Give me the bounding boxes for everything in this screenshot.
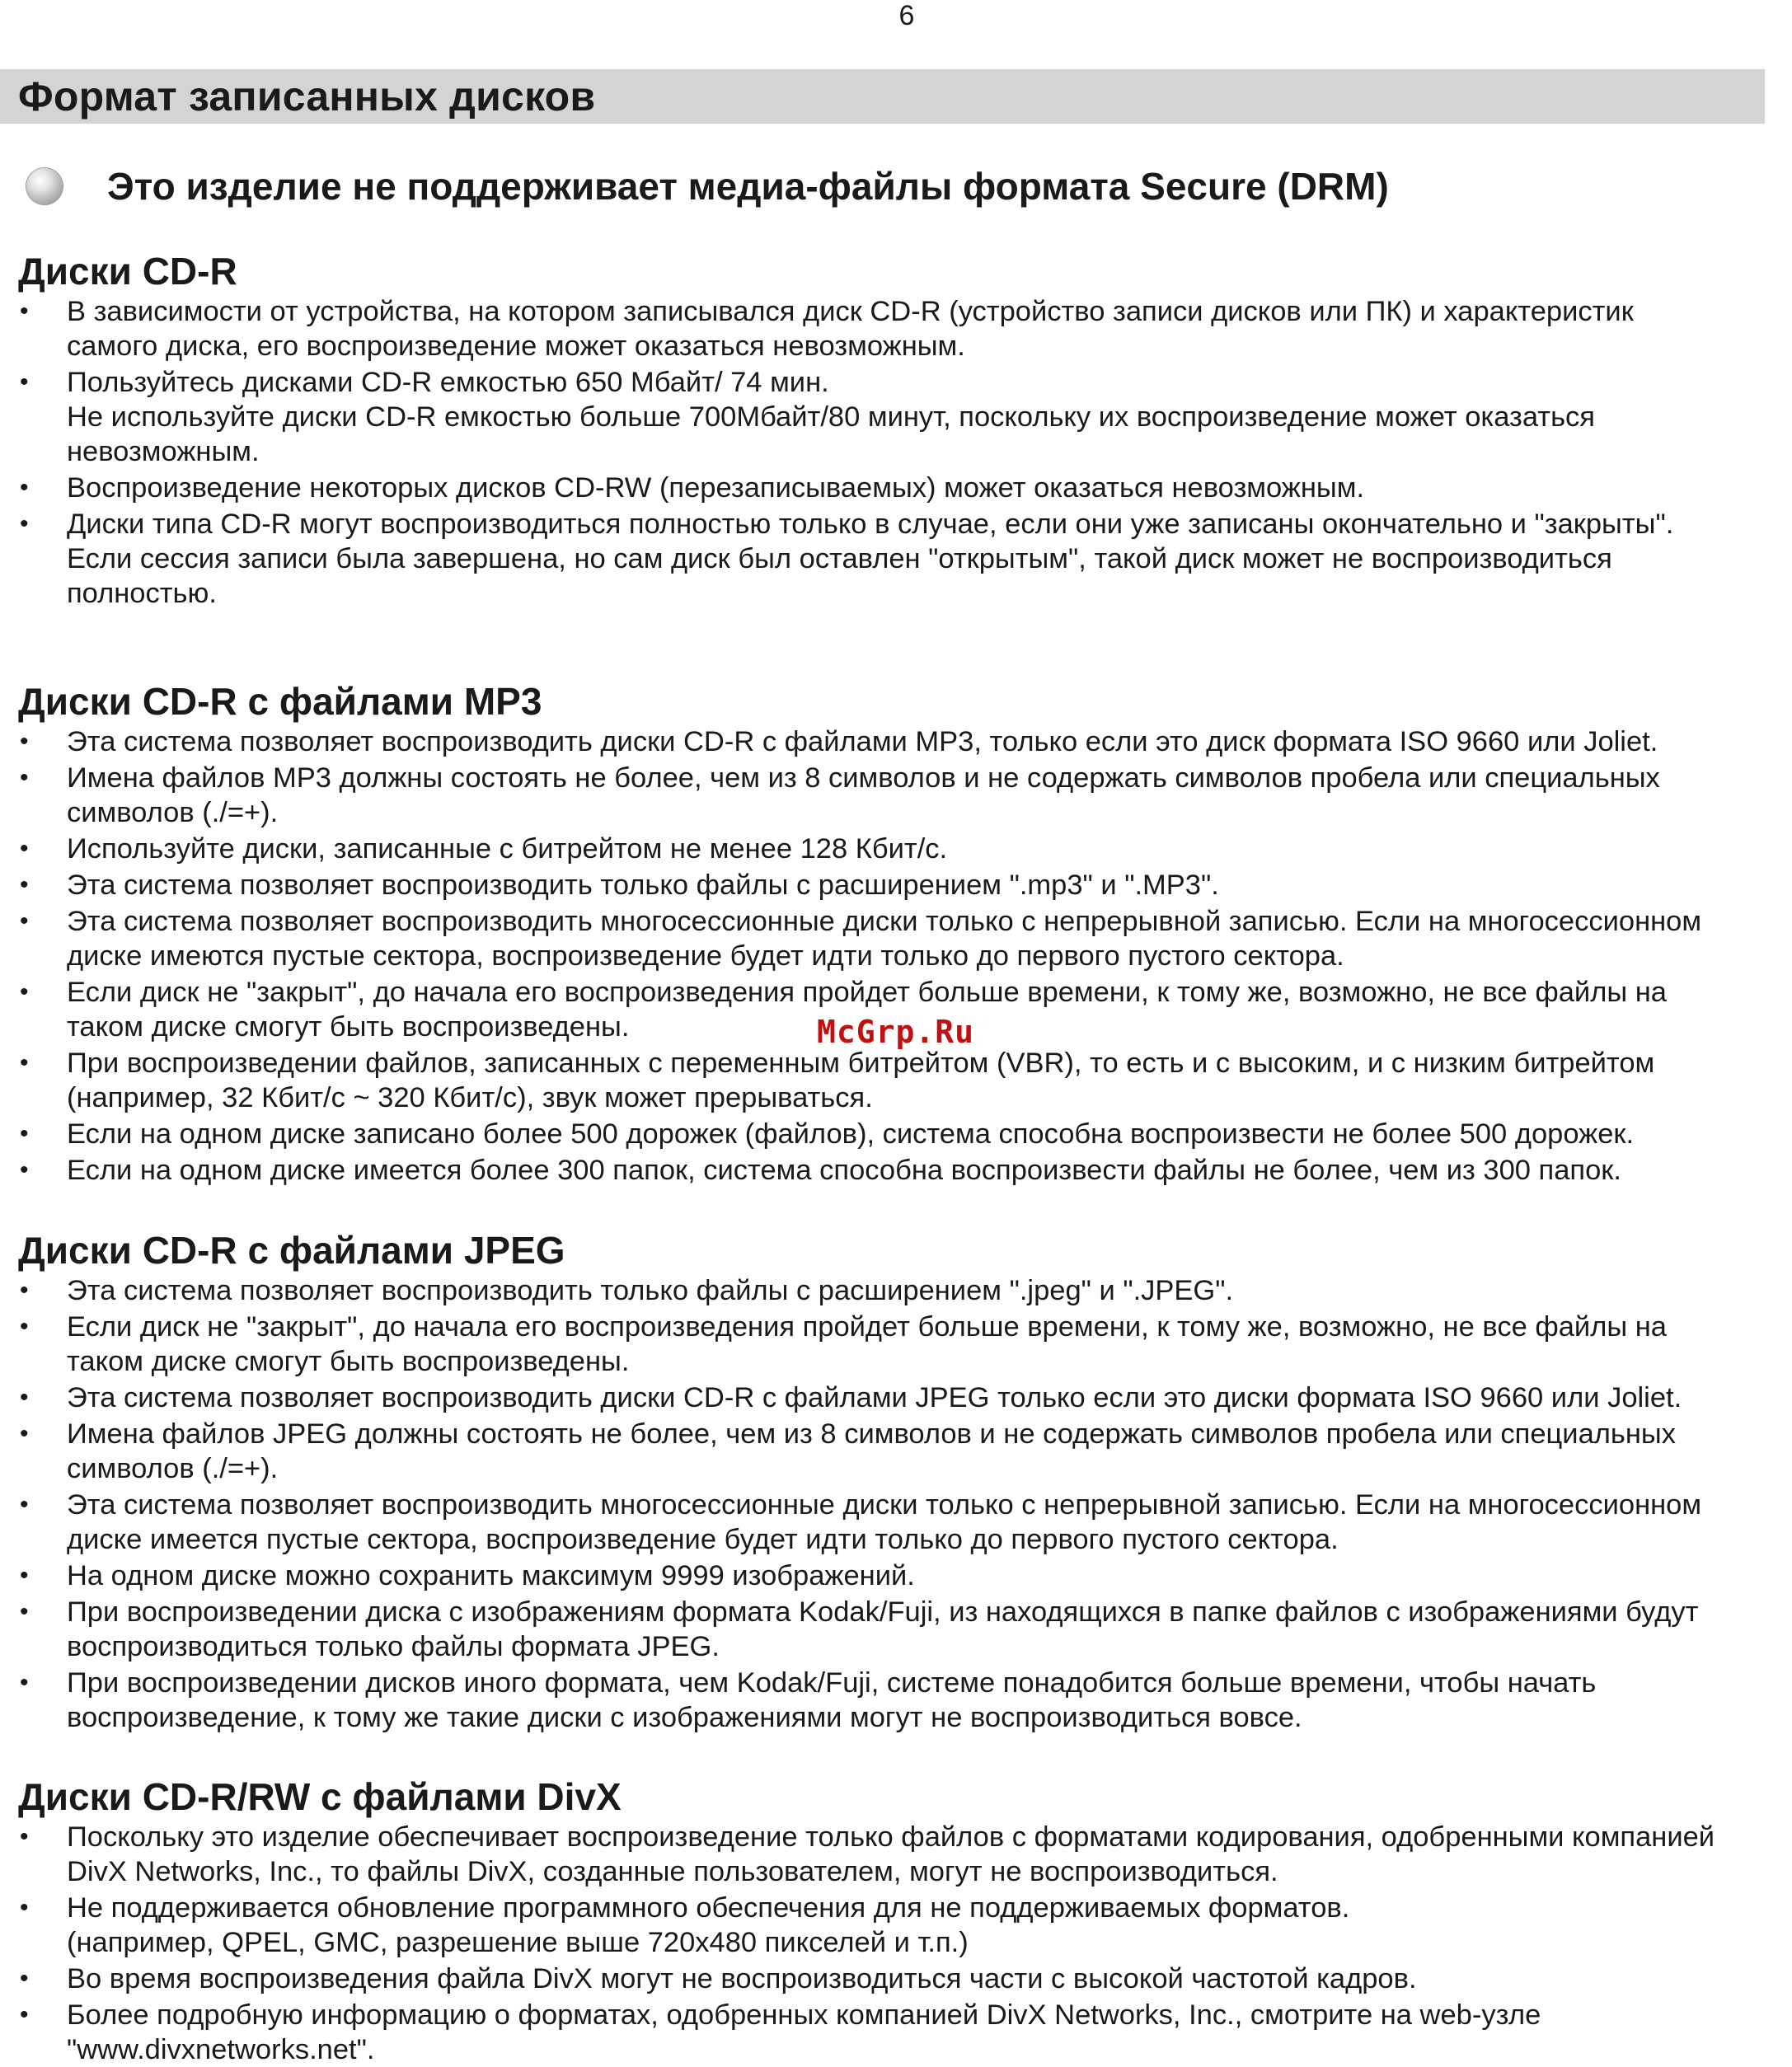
section-title-cd-r-jpeg: Диски CD-R с файлами JPEG (18, 1229, 565, 1272)
list-item-text: Пользуйтесь дисками CD-R емкостью 650 Мбайт/ 74 мин. Не используйте диски CD-R емкостью больше 700Мбайт/80 минут, поскольку их воспроизведение может оказаться невозможным. (67, 367, 1595, 467)
list-item-text: Более подробную информацию о форматах, одобренных компанией DivX Networks, Inc., смотрите на web-узле "www.divxnetworks.net". (67, 1999, 1541, 2065)
section-title-cd-rw-divx: Диски CD-R/RW с файлами DivX (18, 1775, 622, 1818)
bullet-icon: • (20, 510, 29, 537)
list-item-text: При воспроизведении файлов, записанных с переменным битрейтом (VBR), то есть и с высоким, и с низким битрейтом (например, 32 Кбит/с ~ 320 Кбит/с), звук может прерываться. (67, 1048, 1655, 1113)
list-item (18, 761, 1790, 830)
list-item-text: Эта система позволяет воспроизводить многосессионные диски только с непрерывной записью. Если на многосессионном диске имеются пустые сектора, воспроизведение будет идти только до первого пустого сектора. (67, 906, 1702, 972)
list-item (18, 294, 1790, 363)
section-cd-r-jpeg (18, 1227, 1790, 1735)
disc-icon (26, 168, 63, 204)
bullet-icon: • (20, 835, 29, 862)
list-item (18, 904, 1790, 973)
list-item-text: Не поддерживается обновление программного обеспечения для не поддерживаемых форматов. (например, QPEL, GMC, разрешение выше 720x480 пикселей и т.п.) (67, 1892, 1350, 1958)
list-item-text: Эта система позволяет воспроизводить диски CD-R с файлами MP3, только если это диск формата ISO 9660 или Joliet. (67, 726, 1658, 757)
bullet-icon: • (20, 1598, 29, 1625)
list-item (18, 365, 1790, 469)
list-item-text: Диски типа CD-R могут воспроизводиться полностью только в случае, если они уже записаны окончательно и "закрыты". Если сессия записи была завершена, но сам диск был оставлен "открытым", такой диск может не воспроизводиться полностью. (67, 509, 1674, 609)
page-title: Формат записанных дисков (18, 73, 596, 120)
bullet-list-cd-r-mp3 (18, 724, 1790, 1188)
list-item (18, 471, 1790, 505)
list-item-text: В зависимости от устройства, на котором записывался диск CD-R (устройство записи дисков или ПК) и характеристик самого диска, его воспроизведение может оказаться невозможным. (67, 296, 1634, 362)
bullet-icon: • (20, 871, 29, 898)
bullet-list-cd-r-jpeg (18, 1273, 1790, 1735)
list-item (18, 507, 1790, 611)
bullet-icon: • (20, 1894, 29, 1921)
list-item (18, 1488, 1790, 1557)
page-number: 6 (898, 0, 915, 31)
watermark-text: McGrp.Ru (817, 1014, 975, 1050)
bullet-icon: • (20, 368, 29, 396)
drm-notice-text: Это изделие не поддерживает медиа-файлы формата Secure (DRM) (107, 165, 1389, 208)
bullet-icon: • (20, 907, 29, 935)
list-item (18, 1558, 1790, 1593)
bullet-icon: • (20, 1156, 29, 1183)
list-item (18, 1891, 1790, 1960)
bullet-list-cd-r (18, 294, 1790, 611)
list-item-text: Если диск не "закрыт", до начала его воспроизведения пройдет больше времени, к тому же, возможно, не все файлы на таком диске смогут быть воспроизведены. (67, 1311, 1667, 1377)
bullet-icon: • (20, 1491, 29, 1518)
section-header-bar (0, 69, 1765, 124)
bullet-icon: • (20, 1120, 29, 1147)
list-item (18, 1380, 1790, 1415)
section-title-cd-r-mp3: Диски CD-R с файлами MP3 (18, 680, 542, 723)
list-item (18, 1153, 1790, 1188)
bullet-icon: • (20, 728, 29, 755)
drm-notice (26, 162, 1757, 211)
section-cd-rw-divx (18, 1774, 1790, 2067)
bullet-icon: • (20, 1384, 29, 1411)
list-item-text: При воспроизведении диска с изображениям формата Kodak/Fuji, из находящихся в папке файлов с изображениями будут воспроизводиться только файлы формата JPEG. (67, 1596, 1699, 1662)
bullet-icon: • (20, 1669, 29, 1696)
list-item (18, 832, 1790, 866)
list-item (18, 1998, 1790, 2067)
list-item (18, 868, 1790, 902)
list-item-text: Эта система позволяет воспроизводить только файлы с расширением ".mp3" и ".MP3". (67, 869, 1219, 901)
bullet-icon: • (20, 1420, 29, 1447)
list-item-text: Во время воспроизведения файла DivX могут не воспроизводиться части с высокой частотой кадров. (67, 1963, 1417, 1994)
bullet-icon: • (20, 1313, 29, 1340)
list-item-text: Имена файлов JPEG должны состоять не более, чем из 8 символов и не содержать символов пробела или специальных символов (./=+). (67, 1418, 1676, 1484)
bullet-list-cd-rw-divx (18, 1820, 1790, 2067)
list-item (18, 1417, 1790, 1486)
bullet-icon: • (20, 298, 29, 325)
list-item-text: На одном диске можно сохранить максимум 9999 изображений. (67, 1560, 915, 1591)
list-item-text: Эта система позволяет воспроизводить диски CD-R с файлами JPEG только если это диски формата ISO 9660 или Joliet. (67, 1382, 1682, 1413)
list-item (18, 1117, 1790, 1151)
section-cd-r (18, 248, 1790, 611)
list-item-text: Воспроизведение некоторых дисков CD-RW (перезаписываемых) может оказаться невозможным. (67, 472, 1365, 504)
list-item-text: Если на одном диске записано более 500 дорожек (файлов), система способна воспроизвести не более 500 дорожек. (67, 1118, 1635, 1150)
list-item-text: Эта система позволяет воспроизводить многосессионные диски только с непрерывной записью. Если на многосессионном диске имеется пустые сектора, воспроизведение будет идти только до первого пустого сектора. (67, 1489, 1702, 1555)
list-item (18, 1962, 1790, 1996)
list-item-text: Имена файлов MP3 должны состоять не более, чем из 8 символов и не содержать символов пробела или специальных символов (./=+). (67, 762, 1660, 828)
bullet-icon: • (20, 1562, 29, 1589)
bullet-icon: • (20, 764, 29, 791)
list-item (18, 1820, 1790, 1889)
section-cd-r-mp3 (18, 678, 1790, 1188)
bullet-icon: • (20, 1965, 29, 1992)
list-item-text: Если диск не "закрыт", до начала его воспроизведения пройдет больше времени, к тому же, возможно, не все файлы на таком диске смогут быть воспроизведены. (67, 977, 1667, 1043)
list-item-text: Эта система позволяет воспроизводить только файлы с расширением ".jpeg" и ".JPEG". (67, 1275, 1234, 1306)
list-item (18, 1273, 1790, 1308)
bullet-icon: • (20, 474, 29, 501)
bullet-icon: • (20, 978, 29, 1005)
bullet-icon: • (20, 1049, 29, 1076)
bullet-icon: • (20, 1277, 29, 1304)
bullet-icon: • (20, 2001, 29, 2028)
list-item-text: Поскольку это изделие обеспечивает воспроизведение только файлов с форматами кодирования, одобренными компанией DivX Networks, Inc., то файлы DivX, созданные пользователем, могут не воспроизводиться. (67, 1821, 1715, 1887)
section-title-cd-r: Диски CD-R (18, 250, 237, 293)
bullet-icon: • (20, 1823, 29, 1850)
list-item (18, 1595, 1790, 1664)
list-item-text: Если на одном диске имеется более 300 папок, система способна воспроизвести файлы не более, чем из 300 папок. (67, 1155, 1621, 1186)
list-item (18, 1310, 1790, 1379)
list-item (18, 1046, 1790, 1115)
list-item-text: При воспроизведении дисков иного формата, чем Kodak/Fuji, системе понадобится больше времени, чтобы начать воспроизведение, к тому же такие диски с изображениями могут не воспроизводиться вовсе. (67, 1667, 1597, 1733)
list-item-text: Используйте диски, записанные с битрейтом не менее 128 Кбит/с. (67, 833, 948, 865)
list-item (18, 724, 1790, 759)
list-item (18, 1666, 1790, 1735)
